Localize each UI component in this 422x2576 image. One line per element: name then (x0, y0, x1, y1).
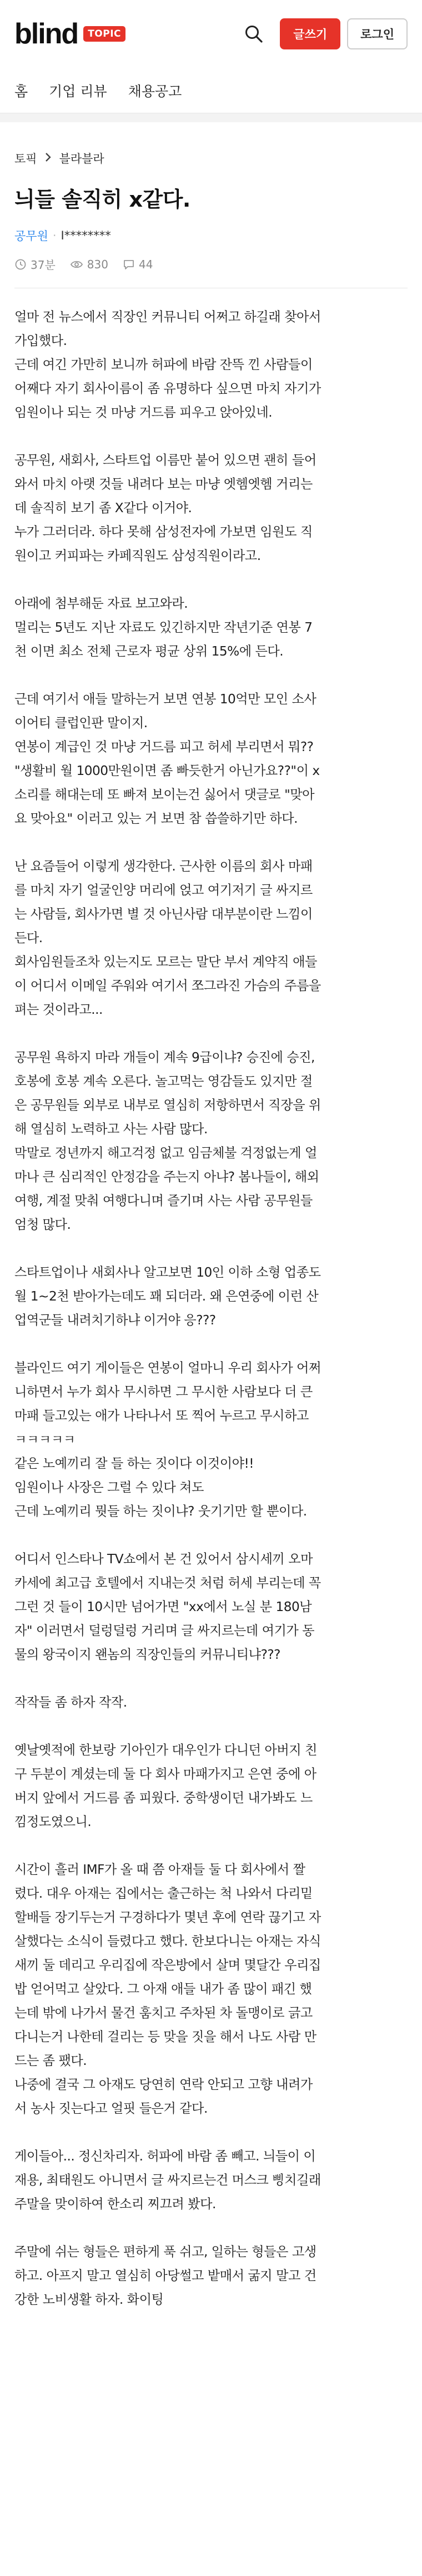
topic-badge: TOPIC (83, 26, 125, 42)
body-paragraph: 난 요즘들어 이렇게 생각한다. 근사한 이름의 회사 마패 를 마치 자기 얼굴인양 머리에 얹고 여기저기 글 싸지르 는 사람들, 회사가면 별 것 아닌사람 대부분이란 느낌이 든다. 회사임원들조차 있는지도 모르는 말단 부서 계약직 애들 이 어디서 이메일 주워와 여기서 쪼그라진 가슴의 주름을 펴는 것이라고... (14, 859, 321, 1017)
body-paragraph: 게이들아... 정신차리자. 허파에 바람 좀 빼고. 늬들이 이 재용, 최태원도 아니면서 글 싸지르는건 머스크 삥치길래 주말을 맞이하여 한소리 찌끄려 봤다. (14, 2149, 321, 2212)
blind-logo[interactable]: blind (14, 18, 78, 50)
nav-company-review[interactable]: 기업 리뷰 (49, 83, 107, 99)
write-button[interactable]: 글쓰기 (280, 18, 340, 49)
body-paragraph: 옛날옛적에 한보랑 기아인가 대우인가 다니던 아버지 친 구 두분이 계셨는데 둘 다 회사 마패가지고 은연 중에 아 버지 앞에서 거드름 좀 피웠다. 중학생이던 내가봐도 느 낌정도였으니. (14, 1743, 317, 1829)
post-author (0, 227, 422, 244)
views-text: 830 (87, 257, 108, 271)
post-title: 늬들 솔직히 x같다. (14, 187, 190, 212)
post-body (0, 305, 422, 2312)
nav-jobs[interactable]: 채용공고 (128, 83, 182, 99)
comments-text: 44 (138, 257, 153, 271)
post-stats (0, 256, 422, 272)
post-time (14, 256, 56, 272)
body-paragraph: 주말에 쉬는 형들은 편하게 푹 쉬고, 일하는 형들은 고생 하고. 아프지 말고 열심히 아당썰고 밭매서 굶지 말고 건 강한 노비생활 하자. 화이팅 (14, 2244, 316, 2307)
body-paragraph: 공무원 욕하지 마라 개들이 계속 9급이냐? 승진에 승진, 호봉에 호봉 계속 오른다. 놀고먹는 영감들도 있지만 절 은 공무원들 외부로 내부로 열심히 저항하면서 직장을 위 해 열심히 노력하고 사는 사람 많다. 막말로 정년까지 해고걱정 없고 임금체불 걱정없는게 얼 마나 큰 심리적인 안정감을 주는지 아냐? 봄나들이, 해외 여행, 계절 맞춰 여행다니며 즐기며 사는 사람 공무원들 엄청 많다. (14, 1050, 321, 1232)
breadcrumb (0, 139, 422, 178)
body-paragraph: 어디서 인스타나 TV쇼에서 본 건 있어서 삼시세끼 오마 카세에 최고급 호텔에서 지내는것 처럼 허세 부리는데 꼭 그런 것 들이 10시만 넘어가면 "xx에서 노실 분 180남 자" 이러면서 덜렁덜렁 거리며 글 싸지르는데 여기가 동 물의 왕국이지 왠놈의 직장인들의 커뮤니티냐??? (14, 1552, 321, 1662)
author-nickname: I******** (61, 229, 111, 242)
login-button[interactable]: 로그인 (347, 18, 408, 49)
body-paragraph: 작작들 좀 하자 작작. (14, 1695, 127, 1710)
author-company[interactable]: 공무원 (14, 229, 48, 243)
breadcrumb-board[interactable]: 블라블라 (59, 152, 104, 166)
chevron-right-icon (45, 152, 52, 165)
body-paragraph: 블라인드 여기 게이들은 연봉이 얼마니 우리 회사가 어쩌 니하면서 누가 회사 무시하면 그 무시한 사람보다 더 큰 마패 들고있는 애가 나타나서 또 찍어 누르고 무시하고 ㅋㅋㅋㅋㅋ 같은 노예끼리 잘 들 하는 짓이다 이것이야!! 임원이나 사장은 그럴 수 있다 쳐도 근데 노예끼리 뭣들 하는 짓이냐? 웃기기만 할 뿐이다. (14, 1360, 321, 1519)
time-text: 37분 (31, 258, 56, 272)
body-paragraph: 근데 여기서 애들 말하는거 보면 연봉 10억만 모인 소사 이어티 클럽인판 말이지. 연봉이 계급인 것 마냥 거드름 피고 허세 부리면서 뭐?? "생활비 월 1000만원이면 좀 빠듯한거 아닌가요??"이 x 소리를 해대는데 또 빠져 보이는건 싫어서 댓글로 "맞아 요 맞아요" 이러고 있는 거 보면 참 씁쓸하기만 하다. (14, 692, 320, 826)
search-icon (244, 24, 263, 43)
site-header (0, 0, 422, 68)
post-comments[interactable] (123, 258, 153, 271)
nav-home[interactable]: 홈 (14, 83, 28, 99)
post-views (70, 258, 108, 271)
header-actions (240, 18, 408, 49)
body-paragraph: 시간이 흘러 IMF가 올 때 쯤 아재들 둘 다 회사에서 짤 렸다. 대우 아재는 집에서는 출근하는 척 나와서 다리밑 할배들 장기두는거 구경하다가 몇년 후에 연락 끊기고 자 살했다는 소식이 들렸다고 했다. 한보다니는 아재는 자식 새끼 둘 데리고 우리집에 작은방에서 살며 몇달간 우리집 밥 얻어먹고 살았다. 그 아재 애들 내가 좀 많이 패긴 했 는데 밖에 나가서 물건 훔치고 주차된 차 돌맹이로 긁고 다니는거 나한테 걸리는 등 맞을 짓을 해서 나도 사람 만 드는 좀 팼다. 나중에 결국 그 아재도 당연히 연락 안되고 고향 내려가 서 농사 짓는다고 얼핏 들은거 같다. (14, 1862, 321, 2116)
breadcrumb-topic[interactable]: 토픽 (14, 152, 37, 166)
main-nav (0, 68, 422, 113)
body-paragraph: 얼마 전 뉴스에서 직장인 커뮤니티 어쩌고 하길래 찾아서 가입했다. 근데 여긴 가만히 보니까 허파에 바람 잔뜩 낀 사람들이 어째다 자기 회사이름이 좀 유명하다 싶으면 마치 자기가 임원이나 되는 것 마냥 거드름 피우고 앉아있네. (14, 309, 321, 420)
clock-icon (14, 258, 27, 271)
body-paragraph: 아래에 첨부해둔 자료 보고와라. 멀리는 5년도 지난 자료도 있긴하지만 작년기준 연봉 7 천 이면 최소 전체 근로자 평균 상위 15%에 든다. (14, 596, 313, 659)
section-divider (0, 113, 422, 122)
body-paragraph: 공무원, 새회사, 스타트업 이름만 붙어 있으면 괜히 들어 와서 마치 아랫 것들 내려다 보는 마냥 엣헴엣헴 거리는 데 솔직히 보기 좀 X같다 이거야. 누가 그러더라. 하다 못해 삼성전자에 가보면 임원도 직 원이고 커피파는 카페직원도 삼성직원이라고. (14, 453, 316, 563)
search-button[interactable] (240, 20, 268, 48)
body-paragraph: 스타트업이나 새회사나 알고보면 10인 이하 소형 업종도 월 1~2천 받아가는데도 꽤 되더라. 왜 은연중에 이런 산 업역군들 내려치기하냐 이거야 응??? (14, 1265, 321, 1328)
author-separator: · (52, 229, 57, 242)
comment-icon (123, 258, 135, 271)
eye-icon (70, 258, 83, 271)
